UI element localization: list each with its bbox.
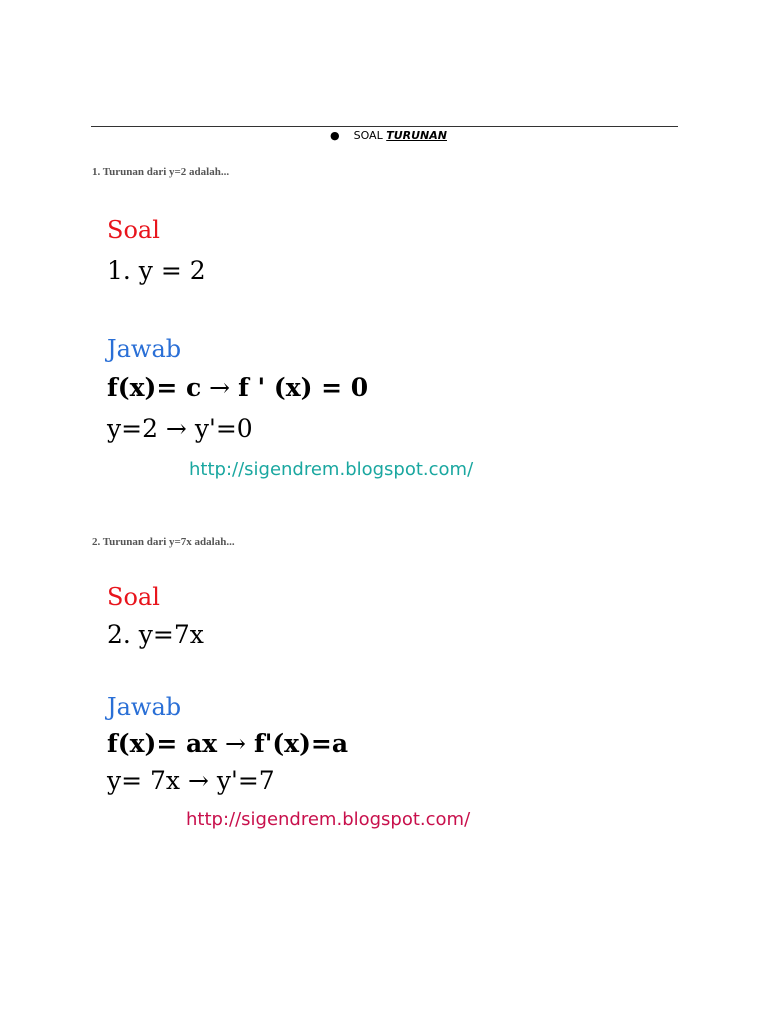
- jawab-label-1: Jawab: [107, 335, 182, 363]
- rule-rhs-2: f'(x)=a: [253, 729, 349, 758]
- arrow-icon: →: [209, 373, 231, 402]
- soal-label-1: Soal: [107, 216, 160, 244]
- heading-keyword: TURUNAN: [386, 129, 447, 142]
- source-url-1: http://sigendrem.blogspot.com/: [189, 459, 474, 480]
- horizontal-rule: [91, 126, 678, 127]
- rule-line-1: [107, 375, 368, 400]
- soal-expression-2: 2. y=7x: [107, 620, 204, 649]
- result-line-2: y= 7x → y'=7: [107, 766, 275, 795]
- rule-line-2: [107, 731, 348, 756]
- result-line-1: y=2 → y'=0: [107, 414, 253, 443]
- heading-title: SOAL: [353, 129, 383, 142]
- question-1: 1. Turunan dari y=2 adalah...: [92, 166, 230, 178]
- rule-rhs-1: f ' (x) = 0: [238, 373, 369, 402]
- jawab-label-2: Jawab: [107, 693, 182, 721]
- soal-label-2: Soal: [107, 583, 160, 611]
- soal-expression-1: 1. y = 2: [107, 256, 206, 285]
- section-heading: [330, 129, 447, 142]
- arrow-icon: →: [225, 729, 246, 758]
- source-url-2: http://sigendrem.blogspot.com/: [186, 809, 471, 830]
- bullet-icon: ●: [330, 129, 340, 142]
- rule-lhs-1: f(x)= c: [107, 373, 202, 402]
- rule-lhs-2: f(x)= ax: [107, 729, 218, 758]
- question-2: 2. Turunan dari y=7x adalah...: [92, 536, 235, 548]
